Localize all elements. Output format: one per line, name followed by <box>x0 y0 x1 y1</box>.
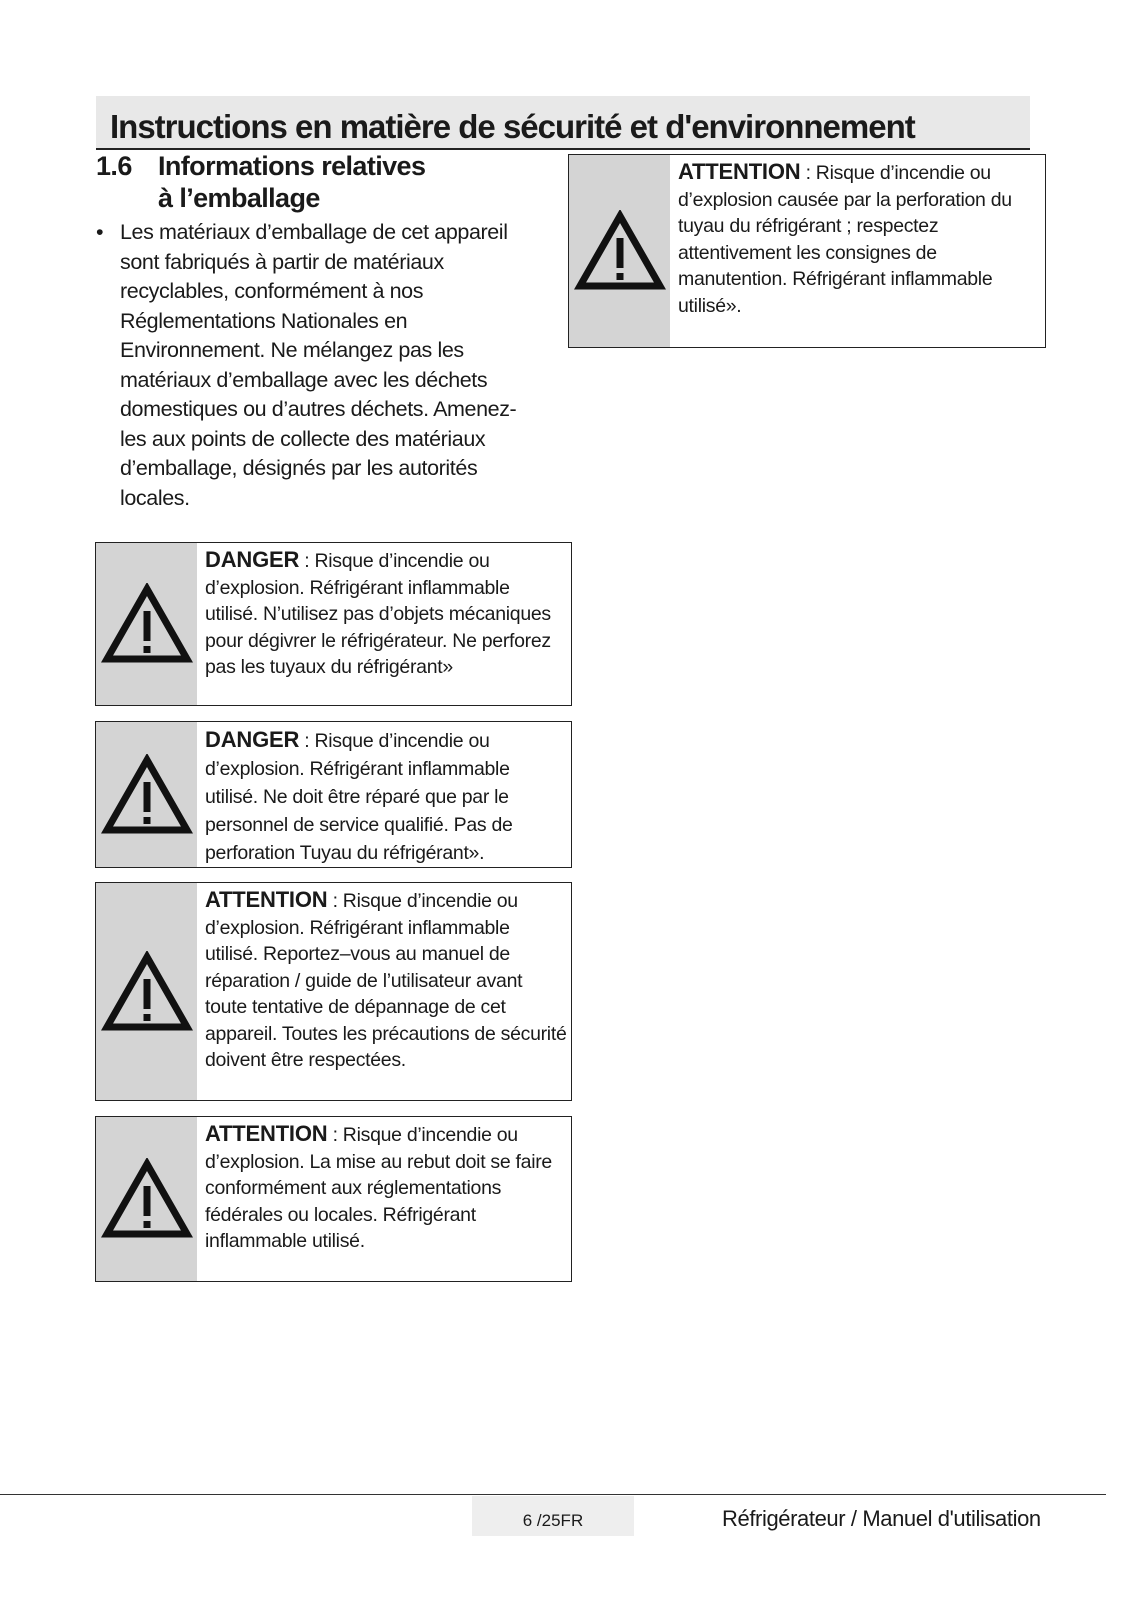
warning-triangle-icon <box>101 754 193 836</box>
bullet-paragraph <box>96 218 536 513</box>
warning-triangle-icon <box>101 951 193 1033</box>
warning-icon-column <box>96 1117 197 1281</box>
warning-triangle-icon <box>101 583 193 665</box>
warning-box-danger-mechanical <box>95 542 572 706</box>
section-title-line2: à l’emballage <box>158 183 320 213</box>
bullet-text: Les matériaux d’emballage de cet appareil sont fabriqués à partir de matériaux recyclables, conformément à nos Réglementations Nationales en Environnement. Ne mélangez pas les matériaux d’emballage avec les déchets domestiques ou d’autres déchets. Amenez-les aux points de collecte des matériaux d’emballage, désignés par les autorités locales. <box>120 220 517 510</box>
warning-box-attention-perforation <box>568 154 1046 348</box>
footer-divider <box>0 1494 1106 1495</box>
warning-text <box>205 1121 567 1255</box>
warning-triangle-icon <box>574 210 666 292</box>
warning-body: : Risque d’incendie ou d’explosion causée par la perforation du tuyau du réfrigérant ; respectez attentivement les consignes de manutention. Réfrigérant inflammable utilisé». <box>678 162 1012 317</box>
bullet-symbol: • <box>96 220 104 244</box>
warning-body: : Risque d’incendie ou d’explosion. Réfrigérant inflammable utilisé. Ne doit être réparé que par le personnel de service qualifié. Pas de perforation Tuyau du réfrigérant». <box>205 730 513 864</box>
warning-icon-column <box>96 883 197 1100</box>
warning-box-danger-repair <box>95 721 572 868</box>
warning-text <box>205 547 567 681</box>
warning-text <box>205 887 567 1074</box>
section-heading <box>96 150 425 214</box>
warning-body: : Risque d’incendie ou d’explosion. Réfrigérant inflammable utilisé. N’utilisez pas d’objets mécaniques pour dégivrer le réfrigérateur. Ne perforez pas les tuyaux du réfrigérant» <box>205 550 551 678</box>
warning-body: : Risque d’incendie ou d’explosion. Réfrigérant inflammable utilisé. Reportez–vous au manuel de réparation / guide de l’utilisateur avant toute tentative de dépannage de cet appareil. Toutes les précautions de sécurité doivent être respectées. <box>205 890 567 1071</box>
warning-keyword: ATTENTION <box>678 159 801 184</box>
warning-keyword: ATTENTION <box>205 887 328 912</box>
warning-icon-column <box>96 722 197 867</box>
warning-keyword: DANGER <box>205 727 300 752</box>
header-band <box>96 96 1030 150</box>
warning-keyword: DANGER <box>205 547 300 572</box>
warning-icon-column <box>569 155 670 347</box>
page-number: 6 /25FR <box>472 1496 634 1536</box>
page-title: Instructions en matière de sécurité et d'environnement <box>110 108 915 145</box>
warning-text <box>205 726 567 867</box>
warning-keyword: ATTENTION <box>205 1121 328 1146</box>
section-number: 1.6 <box>96 151 132 181</box>
warning-text <box>678 159 1041 319</box>
warning-triangle-icon <box>101 1158 193 1240</box>
warning-body: : Risque d’incendie ou d’explosion. La mise au rebut doit se faire conformément aux réglementations fédérales ou locales. Réfrigérant inflammable utilisé. <box>205 1124 552 1252</box>
section-title-line1: Informations relatives <box>158 151 426 181</box>
warning-box-attention-disposal <box>95 1116 572 1282</box>
document-title: Réfrigérateur / Manuel d'utilisation <box>722 1506 1041 1531</box>
warning-box-attention-manual <box>95 882 572 1101</box>
warning-icon-column <box>96 543 197 705</box>
